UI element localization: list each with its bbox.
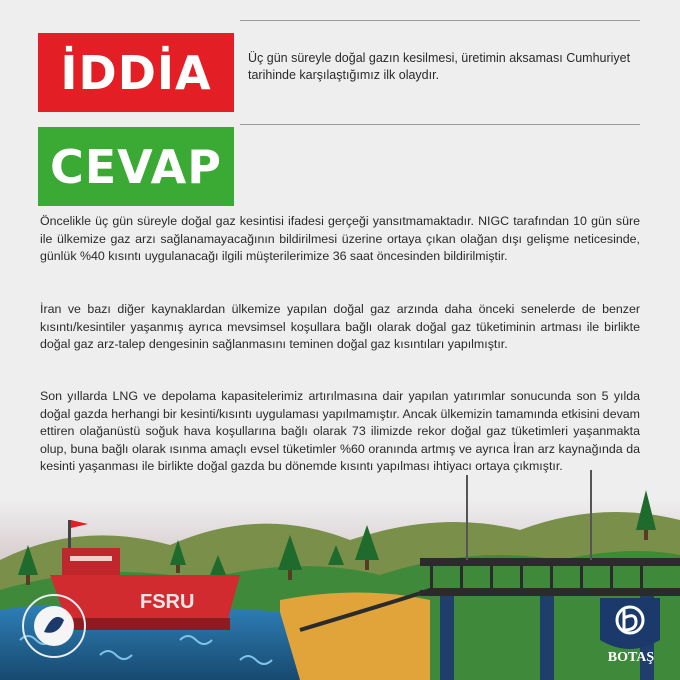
ministry-emblem-icon [22,594,86,658]
answer-paragraph-2: İran ve bazı diğer kaynaklardan ülkemize yapılan doğal gaz arzında daha önceki senelerde de benzer kısıntı/kesintiler yaşanmış ayrıca mevsimsel koşullara bağlı olarak doğal gaz tüketiminin artması ile birlikte doğal gaz arz-talep dengesinin sağlanmasını teminen doğal gaz kısıntıları yapılmıştır. [40,302,640,352]
company-name: BOTAŞ [607,650,655,665]
ship-name: FSRU [140,591,195,613]
answer-paragraph-3: Son yıllarda LNG ve depolama kapasitelerimiz artırılmasına dair yapılan yatırımlar sonucunda son 5 yılda doğal gazda herhangi bir kesinti/kısıntı uygulaması yapılmamıştır. Ancak ülkemizin tamamında etkisini devam ettiren olağanüstü soğuk hava koşullarına bağlı olarak 73 ilimizde rekor doğal gaz tüketimleri yaşanmakta olup, buna bağlı olarak ısınma amaçlı evsel tüketimler %60 oranında artmış ve ayrıca İran arz kaynağında da kesinti yaşanması ile birlikte doğal gazda bu dönemde kısıntı yapılması ihtiyacı ortaya çıkmıştır. [40,389,640,474]
answer-paragraph-1: Öncelikle üç gün süreyle doğal gaz kesintisi ifadesi gerçeği yansıtmamaktadır. NIGC tarafından 10 gün süre ile ülkemize gaz arzı sağlanamayacağının bildirilmesi üzerine ortaya çıkan olağan dışı gelişme neticesinde, günlük %40 kısıntı uygulanacağı ilgili müşterilerimize 36 saat öncesinden bildirilmiştir. [40,214,640,264]
answer-label: CEVAP [38,127,234,206]
claim-label: İDDİA [38,33,234,112]
claim-text: Üç gün süreyle doğal gazın kesilmesi, üretimin aksaması Cumhuriyet tarihinde karşılaştığımız ilk olaydır. [248,51,631,82]
